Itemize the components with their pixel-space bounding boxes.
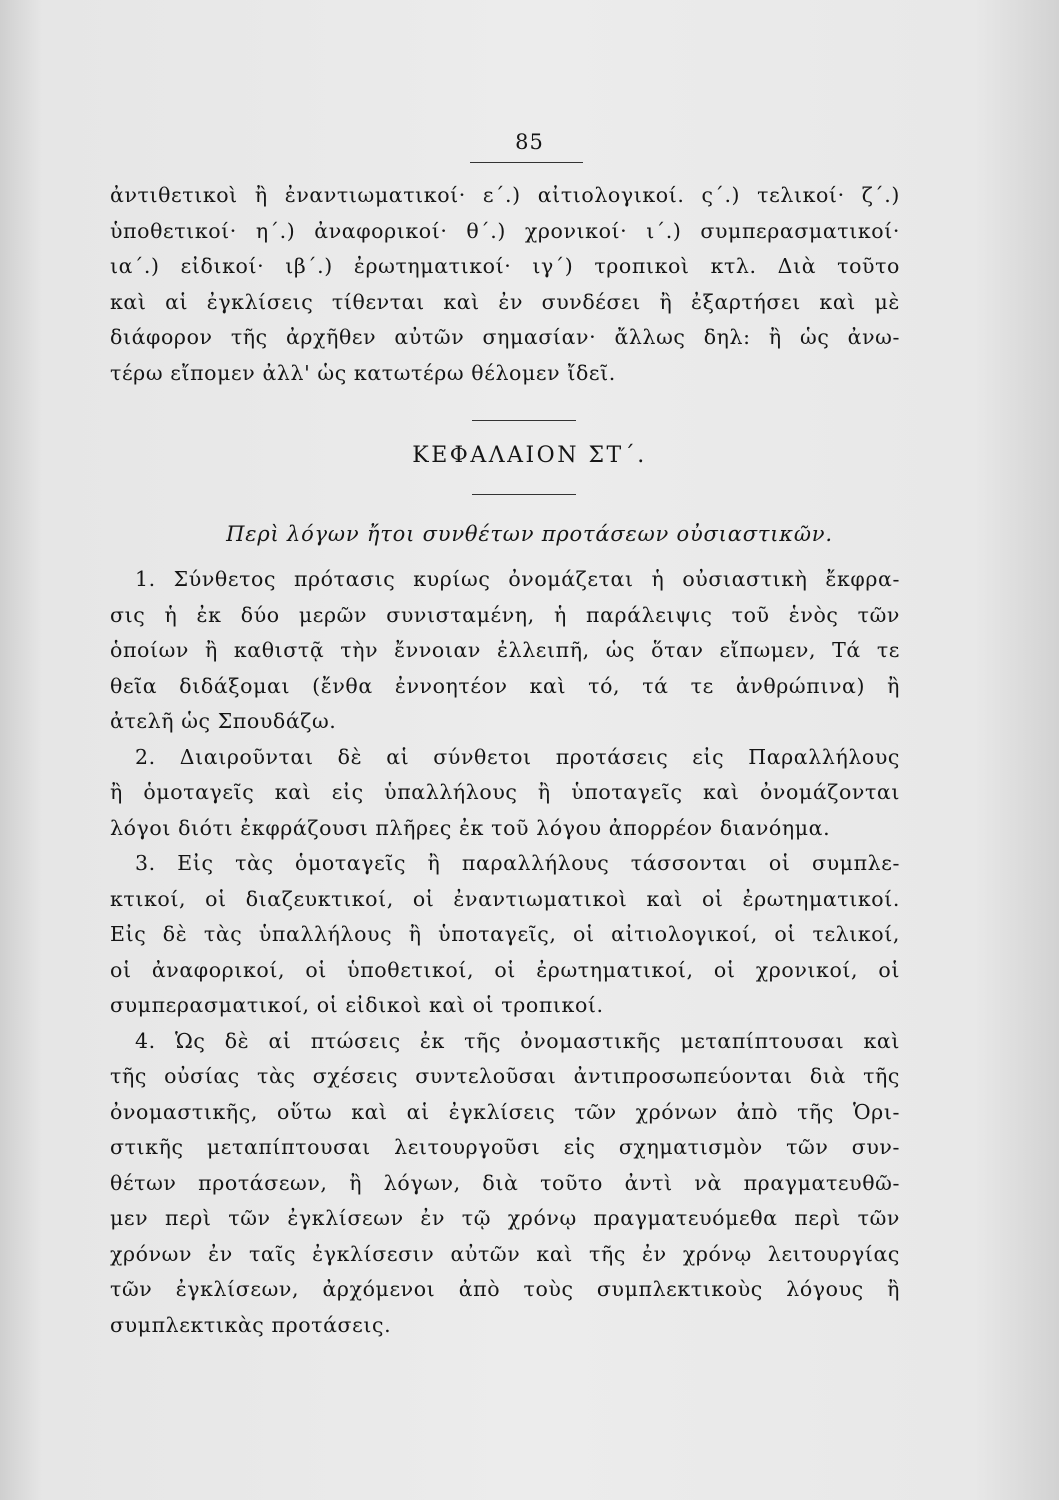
- section-divider-top: [472, 420, 576, 421]
- text-line: θέτων προτάσεων, ἢ λόγων, διὰ τοῦτο ἀντὶ νὰ πραγματευθῶ-: [110, 1170, 900, 1195]
- text-line: χρόνων ἐν ταῖς ἐγκλίσεσιν αὐτῶν καὶ τῆς ἐν χρόνῳ λειτουργίας: [110, 1241, 900, 1266]
- text-line: οἱ ἀναφορικοί, οἱ ὑποθετικοί, οἱ ἐρωτηματικοί, οἱ χρονικοί, οἱ: [110, 957, 900, 982]
- text-line: τέρω εἴπομεν ἀλλ' ὡς κατωτέρω θέλομεν ἴδεῖ.: [110, 360, 616, 385]
- text-line: 2. Διαιροῦνται δὲ αἱ σύνθετοι προτάσεις εἰς Παραλλήλους: [135, 744, 900, 769]
- text-line: 4. Ὡς δὲ αἱ πτώσεις ἐκ τῆς ὀνομαστικῆς μεταπίπτουσαι καὶ: [135, 1028, 900, 1053]
- text-line: ια΄.) εἰδικοί· ιβ΄.) ἐρωτηματικοί· ιγ΄) τροπικοὶ κτλ. Διὰ τοῦτο: [110, 254, 900, 278]
- header-rule: [470, 162, 583, 163]
- text-line: 3. Εἰς τὰς ὁμοταγεῖς ἢ παραλλήλους τάσσονται οἱ συμπλε-: [135, 851, 900, 875]
- text-line: ἢ ὁμοταγεῖς καὶ εἰς ὑπαλλήλους ἢ ὑποταγεῖς καὶ ὀνομάζονται: [110, 780, 900, 804]
- text-line: θεῖα διδάξομαι (ἔνθα ἐννοητέον καὶ τό, τά τε ἀνθρώπινα) ἢ: [110, 673, 900, 698]
- text-line: συμπλεκτικὰς προτάσεις.: [110, 1312, 392, 1337]
- text-line: μεν περὶ τῶν ἐγκλίσεων ἐν τῷ χρόνῳ πραγματευόμεθα περὶ τῶν: [110, 1206, 900, 1230]
- text-line: διάφορον τῆς ἀρχῆθεν αὐτῶν σημασίαν· ἄλλως δηλ: ἢ ὡς ἀνω-: [110, 325, 900, 349]
- section-divider-bottom: [472, 494, 576, 495]
- intro-paragraph: [110, 178, 900, 391]
- text-line: τῆς οὐσίας τὰς σχέσεις συντελοῦσαι ἀντιπροσωπεύονται διὰ τῆς: [110, 1064, 900, 1088]
- text-line: κτικοί, οἱ διαζευκτικοί, οἱ ἐναντιωματικοὶ καὶ οἱ ἐρωτηματικοί.: [110, 886, 900, 911]
- text-line: ἀντιθετικοὶ ἢ ἐναντιωματικοί· ε΄.) αἰτιολογικοί. ς΄.) τελικοί· ζ΄.): [110, 183, 900, 207]
- text-line: τῶν ἐγκλίσεων, ἀρχόμενοι ἀπὸ τοὺς συμπλεκτικοὺς λόγους ἢ: [110, 1277, 900, 1301]
- text-line: 1. Σύνθετος πρότασις κυρίως ὀνομάζεται ἡ οὐσιαστικὴ ἔκφρα-: [135, 567, 900, 591]
- chapter-heading: ΚΕΦΑΛΑΙΟΝ ΣΤ΄.: [412, 443, 647, 468]
- text-line: ὁποίων ἢ καθιστᾷ τὴν ἔννοιαν ἐλλειπῆ, ὡς ὅταν εἴπωμεν, Τά τε: [110, 638, 900, 662]
- text-line: συμπερασματικοί, οἱ εἰδικοὶ καὶ οἱ τροπικοί.: [110, 993, 604, 1017]
- text-line: στικῆς μεταπίπτουσαι λειτουργοῦσι εἰς σχηματισμὸν τῶν συν-: [110, 1135, 900, 1159]
- text-line: ὑποθετικοί· η΄.) ἀναφορικοί· θ΄.) χρονικοί· ι΄.) συμπερασματικοί·: [110, 218, 900, 243]
- text-line: Εἰς δὲ τὰς ὑπαλλήλους ἢ ὑποταγεῖς, οἱ αἰτιολογικοί, οἱ τελικοί,: [110, 922, 900, 946]
- chapter-subtitle: Περὶ λόγων ἤτοι συνθέτων προτάσεων οὐσιαστικῶν.: [226, 522, 833, 546]
- text-line: καὶ αἱ ἐγκλίσεις τίθενται καὶ ἐν συνδέσει ἢ ἐξαρτήσει καὶ μὲ: [110, 289, 900, 314]
- page-number: 85: [515, 130, 544, 154]
- body-paragraphs: [110, 562, 900, 1343]
- text-line: λόγοι διότι ἐκφράζουσι πλῆρες ἐκ τοῦ λόγου ἀπορρέον διανόημα.: [110, 815, 831, 840]
- text-line: σις ἡ ἐκ δύο μερῶν συνισταμένη, ἡ παράλειψις τοῦ ἑνὸς τῶν: [110, 602, 900, 627]
- text-line: ἀτελῆ ὡς Σπουδάζω.: [110, 709, 337, 733]
- text-line: ὀνομαστικῆς, οὕτω καὶ αἱ ἐγκλίσεις τῶν χρόνων ἀπὸ τῆς Ὁρι-: [110, 1099, 900, 1124]
